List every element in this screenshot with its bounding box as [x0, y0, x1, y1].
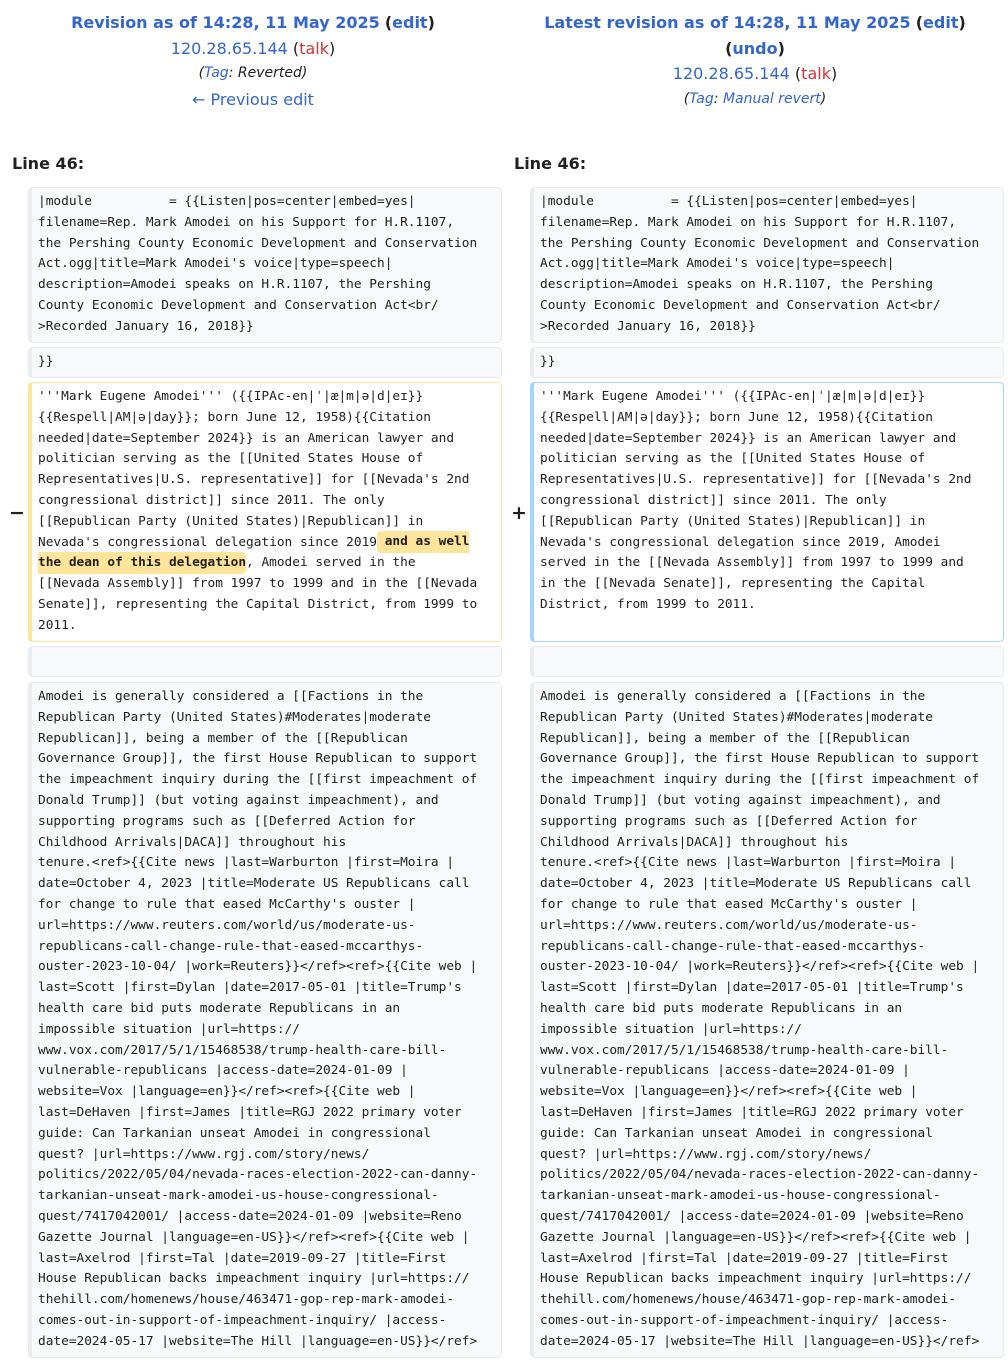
right-tag-link[interactable]: Tag [689, 90, 714, 107]
deleted-line [28, 382, 502, 642]
left-edit-link[interactable]: edit [392, 13, 428, 32]
left-context-empty [28, 646, 502, 677]
deleted-highlight: and as well the dean of this delegation [38, 531, 469, 573]
left-context-amodei: Amodei is generally considered a [[Factions in the Republican Party (United States)#Moderates|moderate Republican]], being a member of the [[Republican Governance Group]], the first House Republican to support the impeachment inquiry during the [[first impeachment of Donald Trump]] (but voting against impeachment), and supporting programs such as [[Deferred Action for Childhood Arrivals|DACA]] throughout his tenure.<ref>{{Cite news |last=Warburton |first=Moira | date=October 4, 2023 |title=Moderate US Republicans call for change to rule that eased McCarthy's ouster | url=https://www.reuters.com/world/us/moderate-us- republicans-call-change-rule-that-eased-mccarthys- ouster-2023-10-04/ |work=Reuters}}</ref><ref>{{Cite web | last=Scott |first=Dylan |date=2017-05-01 |title=Trump's health care bid puts moderate Republicans in an impossible situation |url=https:// www.vox.com/2017/5/1/15468538/trump-health-care-bill- vulnerable-republicans |access-date=2024-01-09 | website=Vox |language=en}}</ref><ref>{{Cite web | last=DeHaven |first=James |title=RGJ 2022 primary voter guide: Can Tarkanian unseat Amodei in congressional quest? |url=https://www.rgj.com/story/news/ politics/2022/05/04/nevada-races-election-2022-can-danny- tarkanian-unseat-mark-amodei-us-house-congressional- quest/7417042001/ |access-date=2024-01-09 |website=Reno Gazette Journal |language=en-US}}</ref><ref>{{Cite web | last=Axelrod |first=Tal |date=2019-09-27 |title=First House Republican backs impeachment inquiry |url=https:// thehill.com/homenews/house/463471-gop-rep-mark-amodei- comes-out-in-support-of-impeachment-inquiry/ |access- date=2024-05-17 |website=The Hill |language=en-US}}</ref> [28, 682, 502, 1358]
left-revision-title-link[interactable]: Revision as of 14:28, 11 May 2025 [71, 13, 380, 32]
left-context-close: }} [28, 347, 502, 378]
left-tag-line: (Tag: Reverted) [198, 65, 308, 82]
deleted-text-before: '''Mark Eugene Amodei''' ({{IPAc-en|ˈ|æ|m|ə|d|eɪ}} {{Respell|AM|ə|day}}; born June 12, 1958){{Citation needed|date=September 2024}} is an American lawyer and politician serving as the [[United States House of Representatives|U.S. representative]] for [[Nevada's 2nd congressional district]] since 2011. The only [[Republican Party (United States)|Republican]] in Nevada's congressional delegation since 2019 [38, 389, 470, 550]
undo-link[interactable]: undo [732, 38, 778, 58]
deleted-line-marker: − [9, 502, 25, 524]
right-context-module: |module = {{Listen|pos=center|embed=yes| filename=Rep. Mark Amodei on his Support for H.R.1107, the Pershing County Economic Development and Conservation Act.ogg|title=Mark Amodei's voice|type=speech| description=Amodei speaks on H.R.1107, the Pershing County Economic Development and Conservation Act<br/ >Recorded January 16, 2018}} [530, 187, 1004, 343]
left-revision-header: Revision as of 14:28, 11 May 2025 (edit) 120.28.65.144 (talk) (Tag: Reverted) ← Previous edit [4, 10, 502, 112]
right-edit-link[interactable]: edit [923, 13, 959, 32]
left-tag-value: Reverted [237, 65, 302, 82]
previous-edit-link[interactable]: ← Previous edit [192, 89, 314, 109]
right-tag-line: (Tag: Manual revert) [683, 90, 827, 107]
left-talk-link[interactable]: talk [299, 38, 329, 58]
right-user-link[interactable]: 120.28.65.144 [672, 64, 790, 84]
right-line-number: Line 46: [514, 154, 587, 173]
right-revision-header: Latest revision as of 14:28, 11 May 2025 (edit) (undo) 120.28.65.144 (talk) (Tag: Manual revert) [506, 10, 1004, 112]
right-context-close: }} [530, 347, 1004, 378]
right-tag-value-link[interactable]: Manual revert [722, 90, 821, 107]
added-line: '''Mark Eugene Amodei''' ({{IPAc-en|ˈ|æ|m|ə|d|eɪ}} {{Respell|AM|ə|day}}; born June 12, 1958){{Citation needed|date=September 2024}} is an American lawyer and politician serving as the [[United States House of Representatives|U.S. representative]] for [[Nevada's 2nd congressional district]] since 2011. The only [[Republican Party (United States)|Republican]] in Nevada's congressional delegation since 2019, Amodei served in the [[Nevada Assembly]] from 1997 to 1999 and in the [[Nevada Senate]], representing the Capital District, from 1999 to 2011. [530, 382, 1004, 642]
right-talk-link[interactable]: talk [801, 64, 831, 84]
left-user-link[interactable]: 120.28.65.144 [170, 38, 288, 58]
left-line-number: Line 46: [12, 154, 85, 173]
added-line-marker: + [511, 502, 527, 524]
right-context-empty [530, 646, 1004, 677]
left-tag-link[interactable]: Tag [204, 65, 229, 82]
left-context-module: |module = {{Listen|pos=center|embed=yes| filename=Rep. Mark Amodei on his Support for H.R.1107, the Pershing County Economic Development and Conservation Act.ogg|title=Mark Amodei's voice|type=speech| description=Amodei speaks on H.R.1107, the Pershing County Economic Development and Conservation Act<br/ >Recorded January 16, 2018}} [28, 187, 502, 343]
right-context-amodei: Amodei is generally considered a [[Factions in the Republican Party (United States)#Moderates|moderate Republican]], being a member of the [[Republican Governance Group]], the first House Republican to support the impeachment inquiry during the [[first impeachment of Donald Trump]] (but voting against impeachment), and supporting programs such as [[Deferred Action for Childhood Arrivals|DACA]] throughout his tenure.<ref>{{Cite news |last=Warburton |first=Moira | date=October 4, 2023 |title=Moderate US Republicans call for change to rule that eased McCarthy's ouster | url=https://www.reuters.com/world/us/moderate-us- republicans-call-change-rule-that-eased-mccarthys- ouster-2023-10-04/ |work=Reuters}}</ref><ref>{{Cite web | last=Scott |first=Dylan |date=2017-05-01 |title=Trump's health care bid puts moderate Republicans in an impossible situation |url=https:// www.vox.com/2017/5/1/15468538/trump-health-care-bill- vulnerable-republicans |access-date=2024-01-09 | website=Vox |language=en}}</ref><ref>{{Cite web | last=DeHaven |first=James |title=RGJ 2022 primary voter guide: Can Tarkanian unseat Amodei in congressional quest? |url=https://www.rgj.com/story/news/ politics/2022/05/04/nevada-races-election-2022-can-danny- tarkanian-unseat-mark-amodei-us-house-congressional- quest/7417042001/ |access-date=2024-01-09 |website=Reno Gazette Journal |language=en-US}}</ref><ref>{{Cite web | last=Axelrod |first=Tal |date=2019-09-27 |title=First House Republican backs impeachment inquiry |url=https:// thehill.com/homenews/house/463471-gop-rep-mark-amodei- comes-out-in-support-of-impeachment-inquiry/ |access- date=2024-05-17 |website=The Hill |language=en-US}}</ref> [530, 682, 1004, 1358]
deleted-text-after: , Amodei served in the [[Nevada Assembly]] from 1997 to 1999 and in the [[Nevada Senate]], representing the Capital District, from 1999 to 2011. [38, 555, 478, 633]
right-revision-title-link[interactable]: Latest revision as of 14:28, 11 May 2025 [544, 13, 911, 32]
